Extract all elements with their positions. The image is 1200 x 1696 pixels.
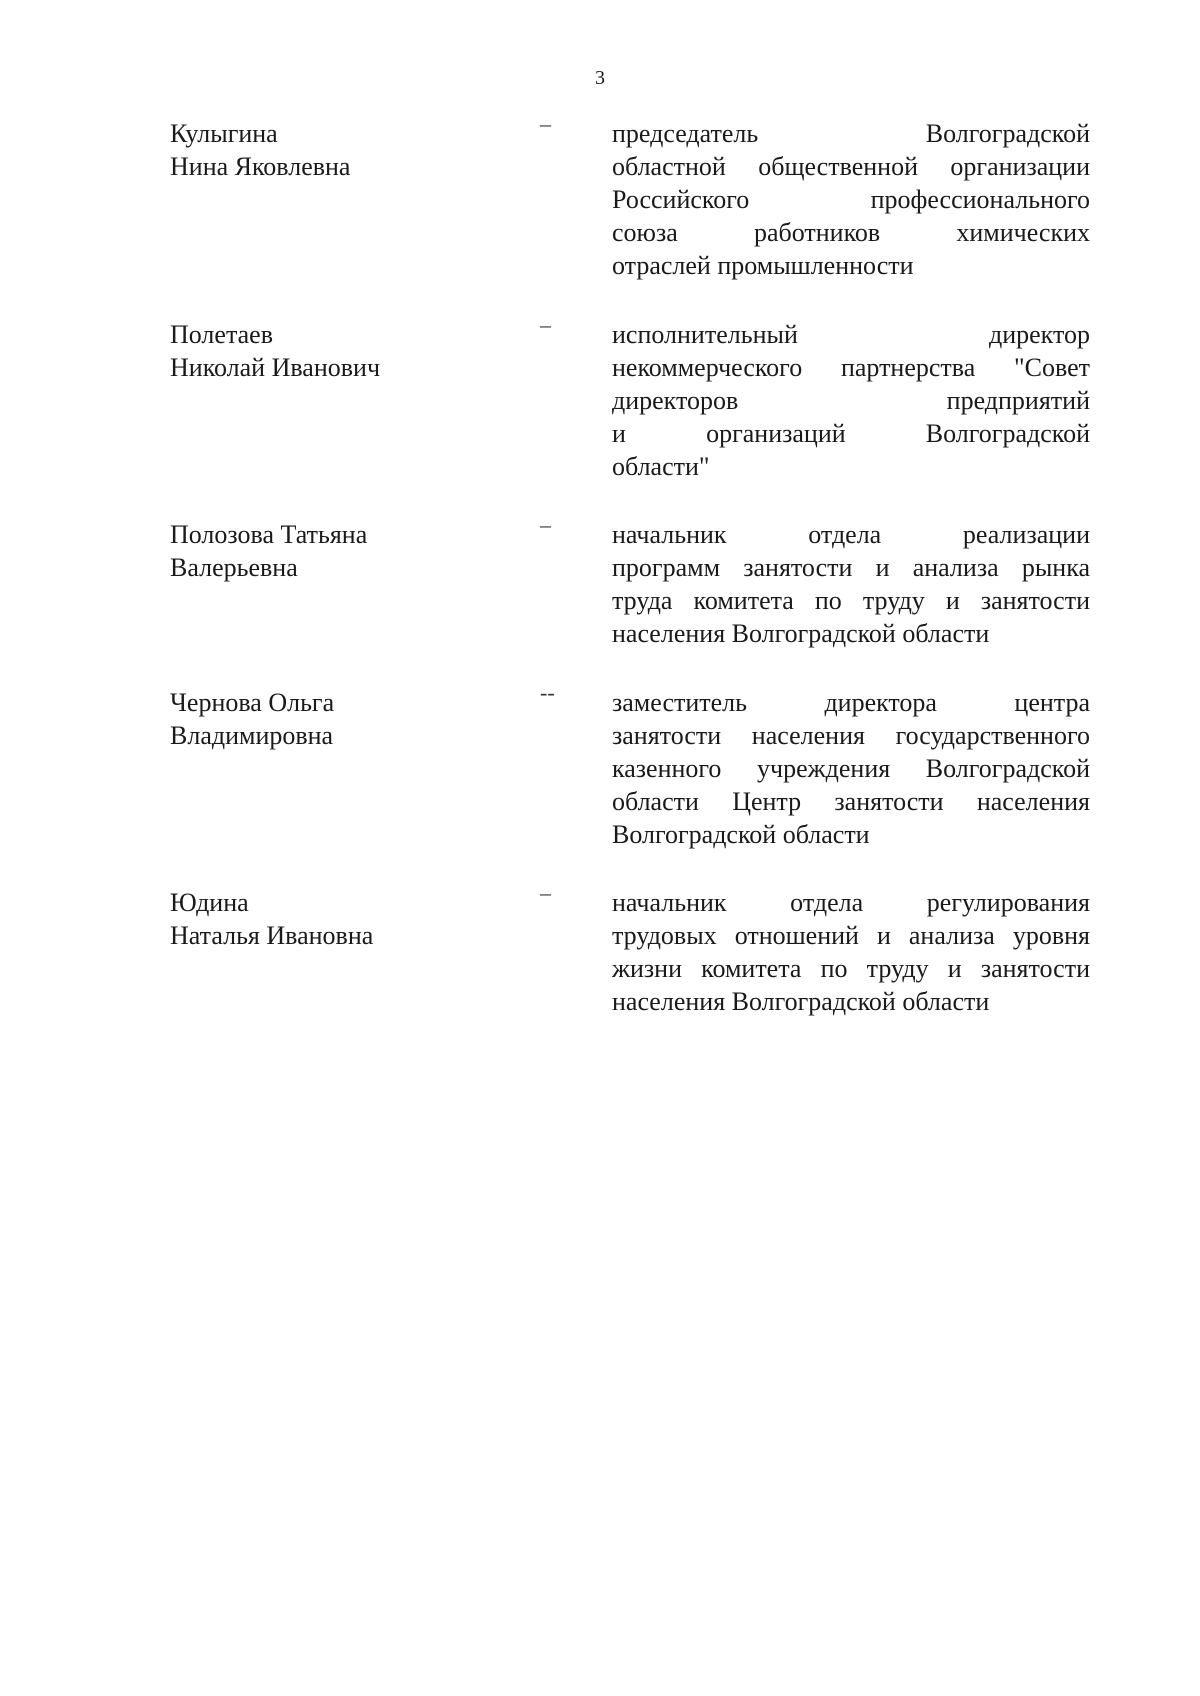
position-line: исполнительный директор xyxy=(612,320,1090,349)
position-line: населения Волгоградской области xyxy=(612,619,990,648)
position-line: области" xyxy=(612,452,710,481)
member-surname: Юдина xyxy=(170,888,249,917)
member-name xyxy=(170,686,500,752)
position-line: заместитель директора центра xyxy=(612,688,1090,717)
position-line: казенного учреждения Волгоградской xyxy=(612,754,1090,783)
member-given-names: Валерьевна xyxy=(170,553,298,582)
member-position xyxy=(612,318,1090,483)
position-line: отраслей промышленности xyxy=(612,251,914,280)
member-name xyxy=(170,518,500,584)
member-given-names: Николай Иванович xyxy=(170,353,381,382)
dash-separator: – xyxy=(540,880,551,905)
page-number: 3 xyxy=(595,67,605,89)
position-line: программ занятости и анализа рынка xyxy=(612,553,1090,582)
member-position xyxy=(612,886,1090,1018)
dash-separator: – xyxy=(540,312,551,337)
position-line: жизни комитета по труду и занятости xyxy=(612,954,1090,983)
member-name xyxy=(170,318,500,384)
member-entry xyxy=(0,312,1200,518)
member-given-names: Наталья Ивановна xyxy=(170,921,374,950)
position-line: населения Волгоградской области xyxy=(612,987,990,1016)
position-line: и организаций Волгоградской xyxy=(612,419,1090,448)
member-name xyxy=(170,886,500,952)
position-line: Российского профессионального xyxy=(612,185,1090,214)
position-line: директоров предприятий xyxy=(612,386,1090,415)
member-surname: Полозова Татьяна xyxy=(170,520,368,549)
position-line: некоммерческого партнерства "Совет xyxy=(612,353,1090,382)
position-line: союза работников химических xyxy=(612,218,1090,247)
dash-separator: – xyxy=(540,111,551,136)
member-given-names: Владимировна xyxy=(170,721,334,750)
position-line: начальник отдела реализации xyxy=(612,520,1090,549)
member-surname: Кулыгина xyxy=(170,119,278,148)
member-name xyxy=(170,117,500,183)
position-line: области Центр занятости населения xyxy=(612,787,1090,816)
member-entry xyxy=(0,880,1200,1086)
member-given-names: Нина Яковлевна xyxy=(170,152,351,181)
member-surname: Полетаев xyxy=(170,320,273,349)
member-entry xyxy=(0,111,1200,317)
member-surname: Чернова Ольга xyxy=(170,688,335,717)
dash-separator: -- xyxy=(540,680,555,705)
position-line: областной общественной организации xyxy=(612,152,1090,181)
member-position xyxy=(612,686,1090,851)
position-line: трудовых отношений и анализа уровня xyxy=(612,921,1090,950)
member-entry xyxy=(0,680,1200,886)
position-line: председатель Волгоградской xyxy=(612,119,1090,148)
position-line: занятости населения государственного xyxy=(612,721,1090,750)
position-line: начальник отдела регулирования xyxy=(612,888,1090,917)
position-line: труда комитета по труду и занятости xyxy=(612,586,1090,615)
member-position xyxy=(612,518,1090,650)
dash-separator: – xyxy=(540,512,551,537)
member-position xyxy=(612,117,1090,282)
position-line: Волгоградской области xyxy=(612,820,870,849)
